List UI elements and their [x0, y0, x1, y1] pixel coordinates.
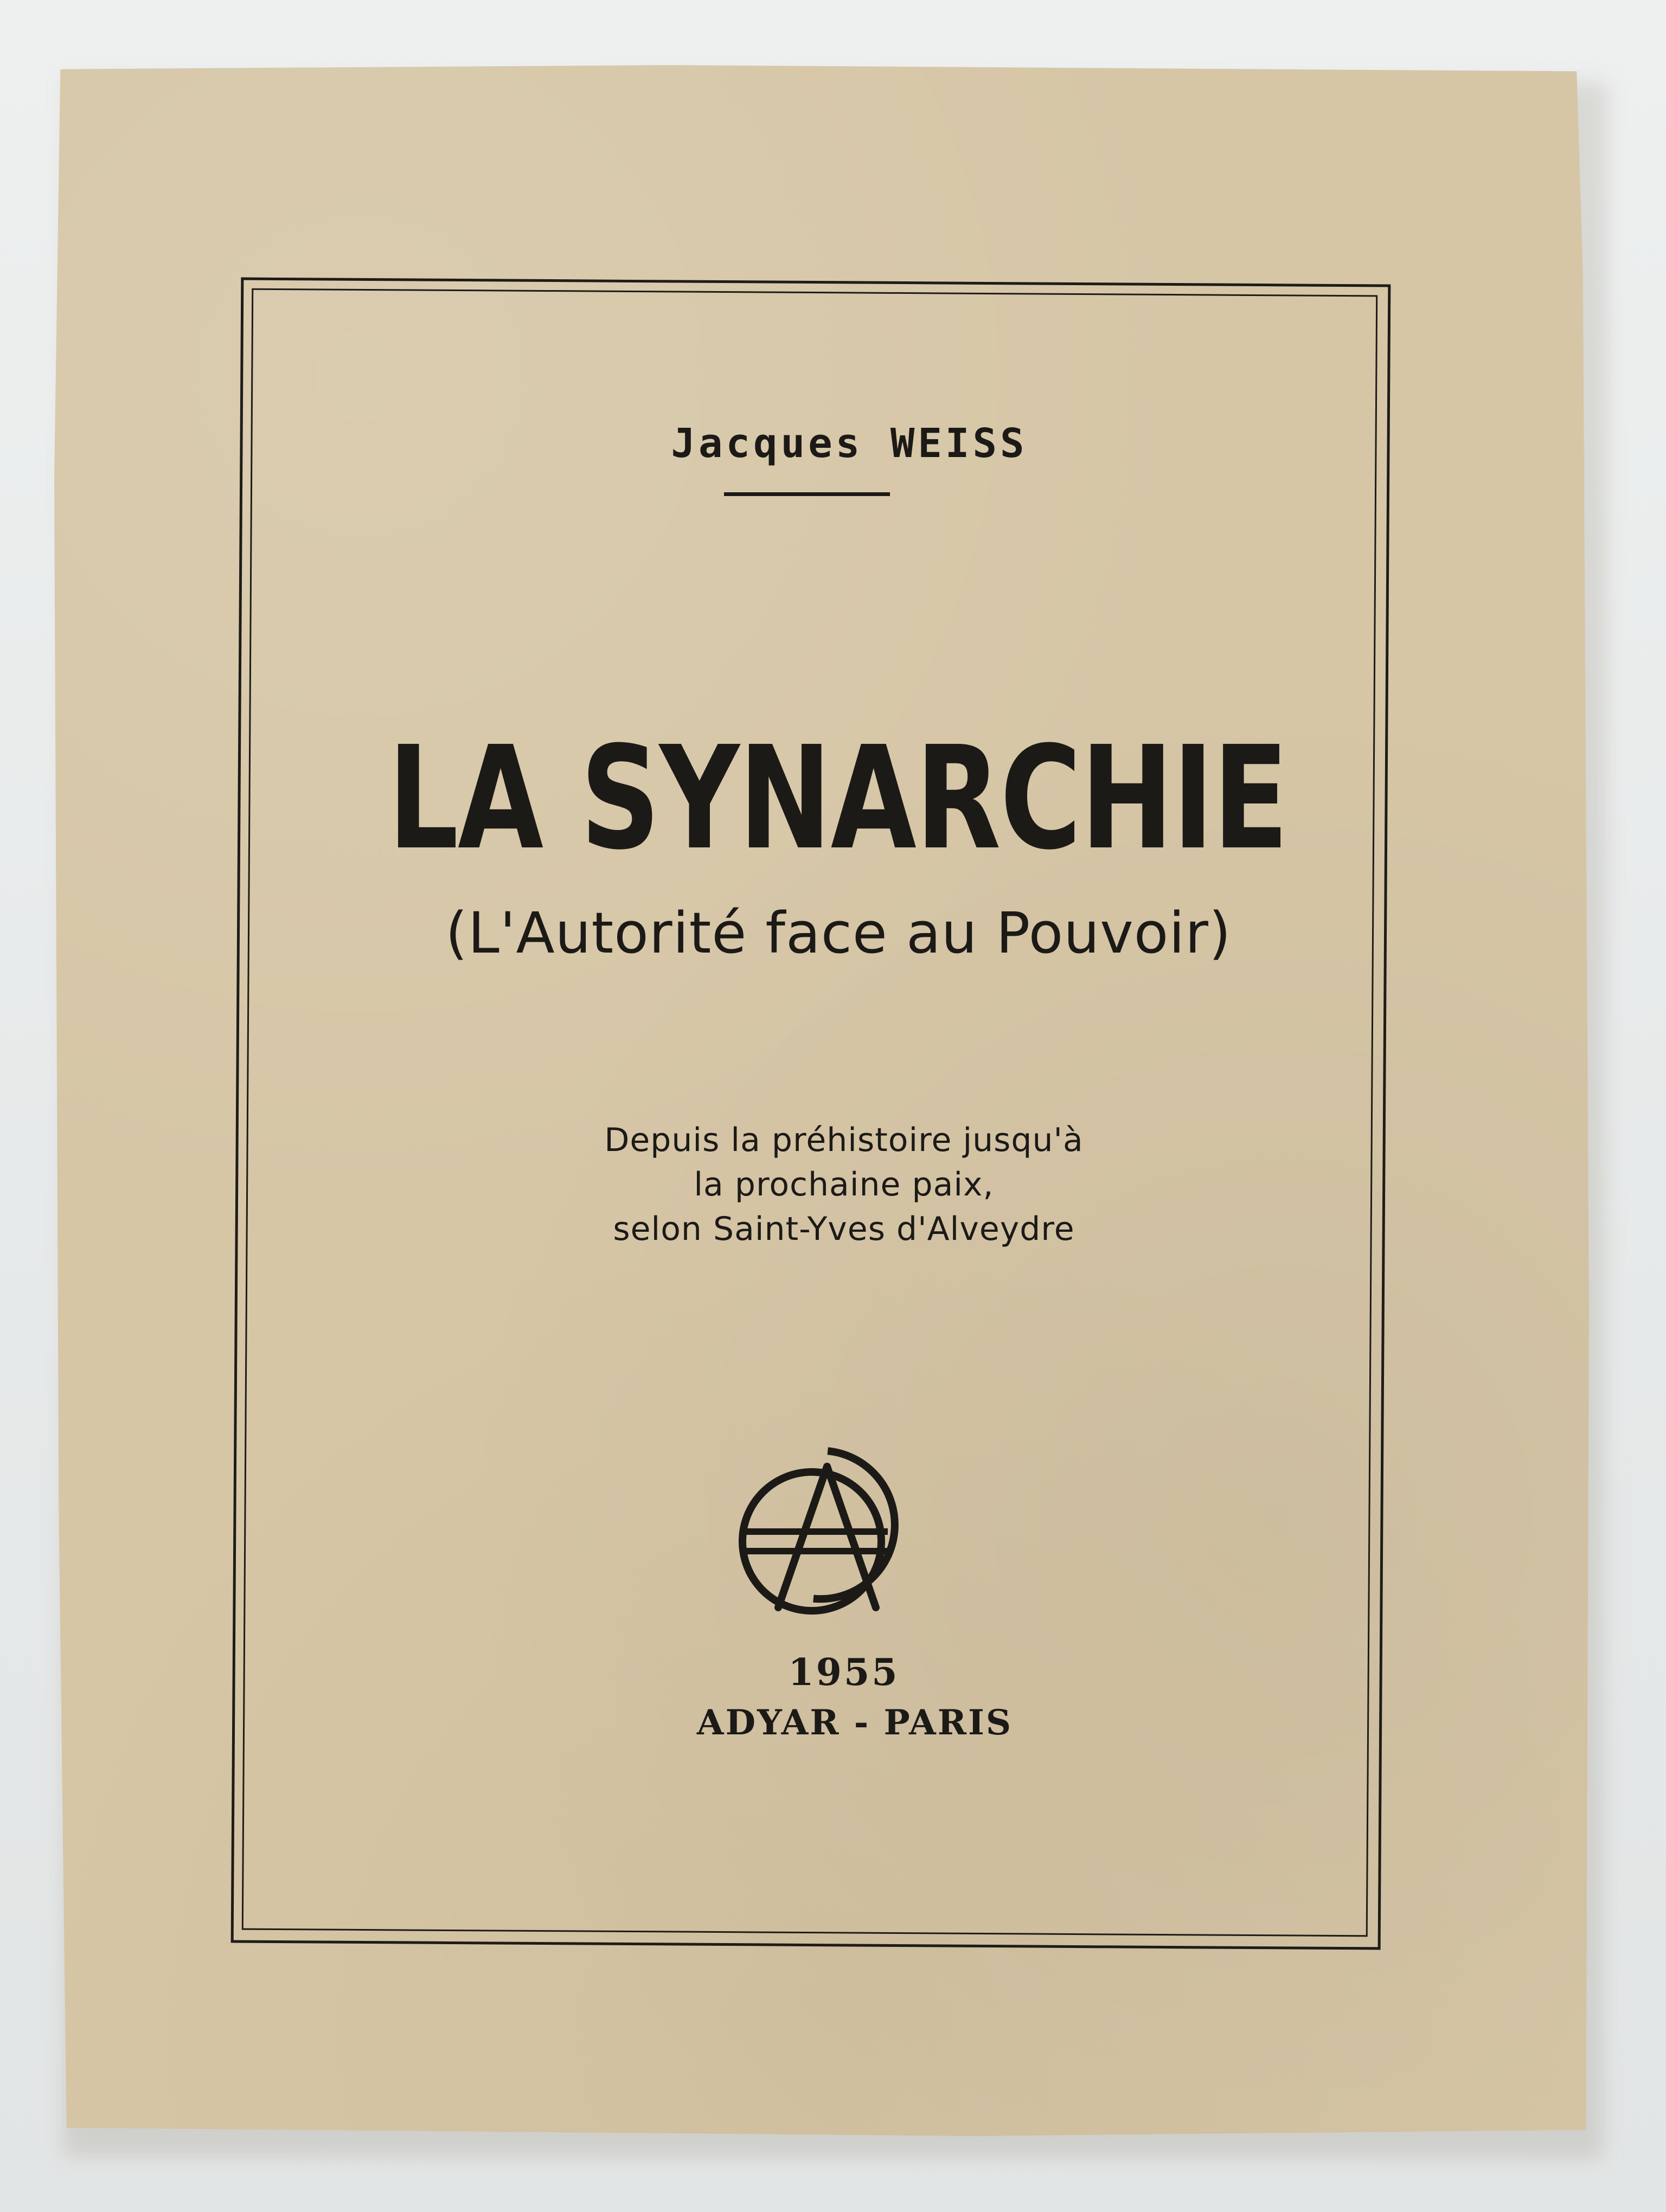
book-tagline: [0, 1118, 1666, 1251]
book-subtitle: (L'Autorité face au Pouvoir): [445, 900, 1232, 966]
publication-year: 1955: [788, 1651, 900, 1694]
author-underline: [724, 492, 890, 496]
tagline-line-2: la prochaine paix,: [694, 1166, 994, 1204]
tagline-line-3: selon Saint-Yves d'Alveydre: [613, 1210, 1075, 1248]
ac-monogram-icon: [729, 1445, 906, 1624]
publisher-name: ADYAR - PARIS: [696, 1702, 1013, 1743]
book-title: LA SYNARCHIE: [388, 716, 1288, 881]
author-name: Jacques WEISS: [671, 420, 1028, 467]
tagline-line-1: Depuis la préhistoire jusqu'à: [604, 1121, 1084, 1159]
